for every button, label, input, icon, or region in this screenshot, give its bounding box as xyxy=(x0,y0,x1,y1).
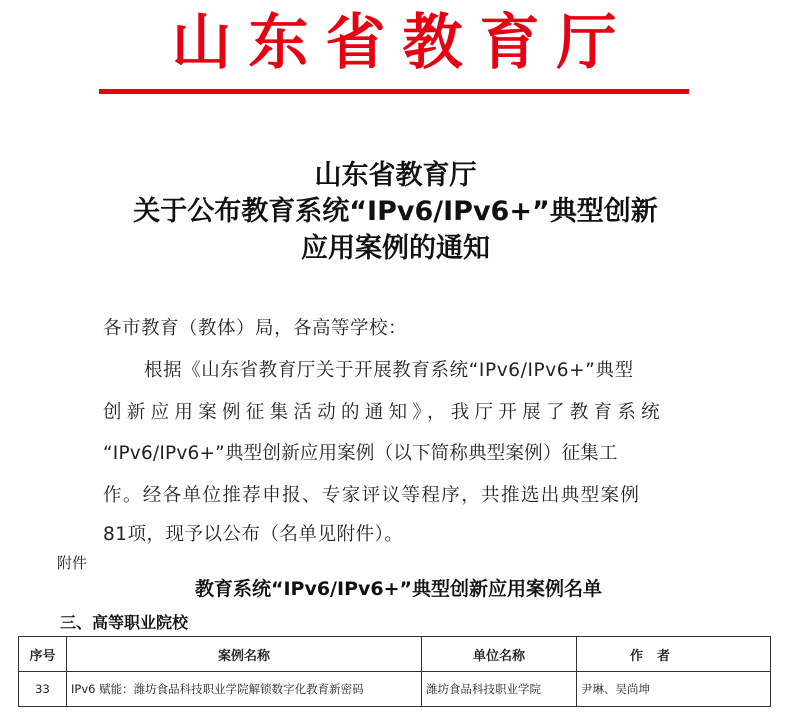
body-line-4: 作。经各单位推荐申报、专家评议等程序，共推选出典型案例 xyxy=(103,485,641,506)
body-line-2: 创新应用案例征集活动的通知》，我厅开展了教育系统 xyxy=(103,402,665,423)
header-case-name: 案例名称 xyxy=(67,637,422,672)
cell-number: 33 xyxy=(19,672,67,707)
header-author: 作者 xyxy=(577,637,771,672)
header-unit-name: 单位名称 xyxy=(422,637,577,672)
section-heading: 三、高等职业院校 xyxy=(60,613,189,632)
attachment-label: 附件 xyxy=(57,554,88,572)
list-title: 教育系统“IPv6/IPv6+”典型创新应用案例名单 xyxy=(194,578,603,600)
masthead: 山东省教育厅 xyxy=(171,8,634,78)
cell-case-name: IPv6 赋能：潍坊食品科技职业学院解锁数字化教育新密码 xyxy=(67,672,422,707)
body-line-5: 81项，现予以公布（名单见附件）。 xyxy=(103,524,404,545)
salutation: 各市教育（教体）局，各高等学校： xyxy=(103,318,408,339)
body-line-3: “IPv6/IPv6+”典型创新应用案例（以下简称典型案例）征集工 xyxy=(103,443,618,464)
header-number: 序号 xyxy=(19,637,67,672)
case-table xyxy=(18,636,771,707)
cell-author: 尹琳、吴尚坤 xyxy=(577,672,771,707)
doc-title-line-3: 应用案例的通知 xyxy=(301,233,490,264)
doc-title-line-1: 山东省教育厅 xyxy=(314,160,477,191)
doc-title-line-2: 关于公布教育系统“IPv6/IPv6+”典型创新 xyxy=(133,196,658,227)
body-line-1: 根据《山东省教育厅关于开展教育系统“IPv6/IPv6+”典型 xyxy=(144,360,634,381)
table-row xyxy=(19,672,771,707)
cell-unit-name: 潍坊食品科技职业学院 xyxy=(422,672,577,707)
red-divider-line xyxy=(99,89,689,94)
table-header-row xyxy=(19,637,771,672)
